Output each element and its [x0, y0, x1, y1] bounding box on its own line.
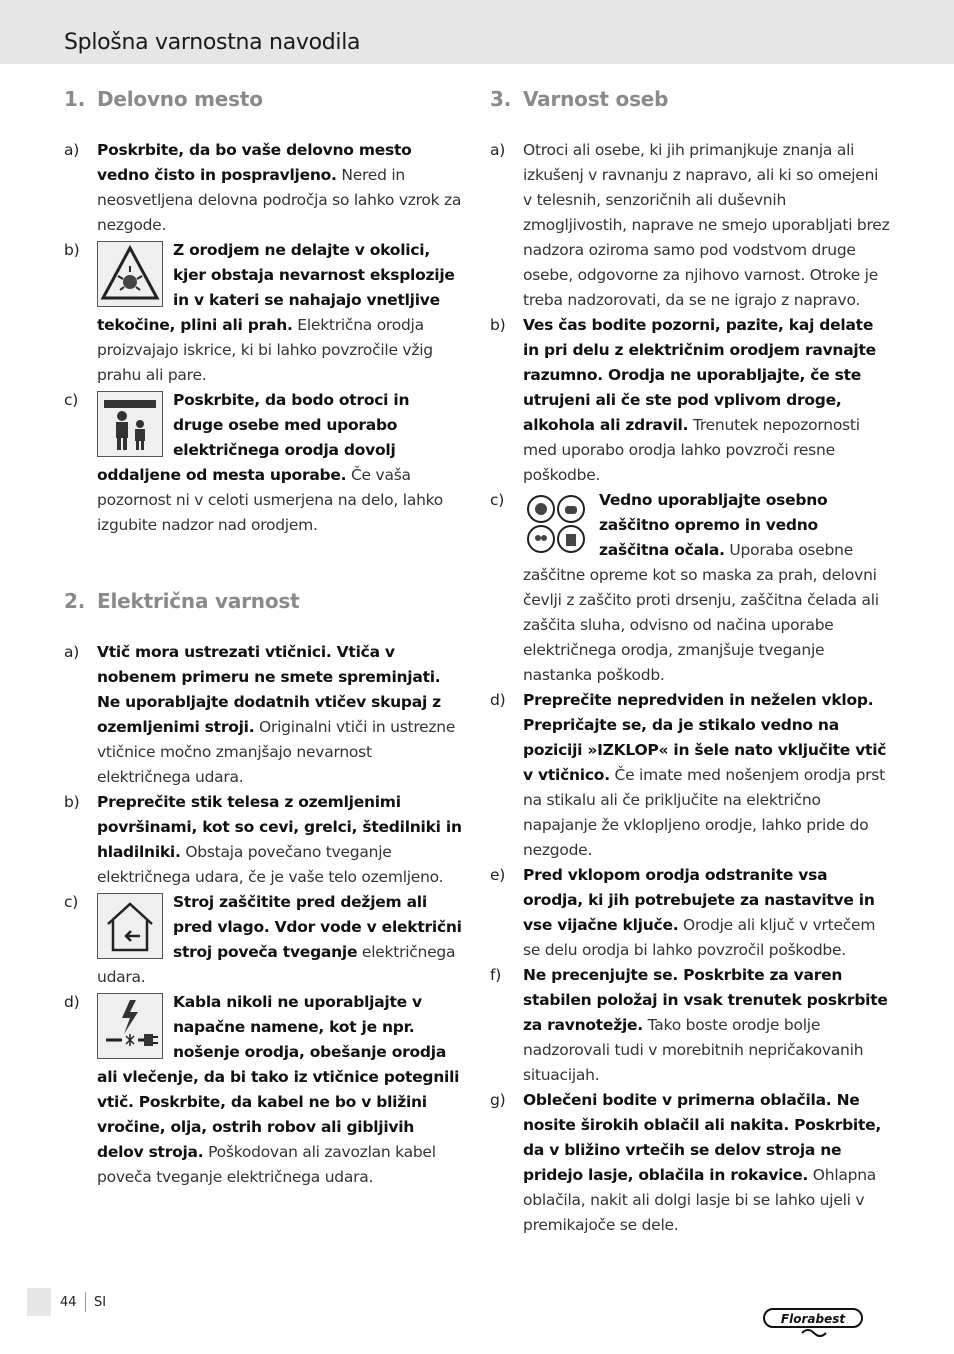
item-label: c) — [490, 491, 505, 509]
list-item — [64, 990, 464, 1190]
florabest-logo — [762, 1305, 866, 1339]
page-title: Splošna varnostna navodila — [64, 30, 361, 55]
item-bold-text: Preprečite stik telesa z ozemljenimi površinami, kot so cevi, grelci, štedilniki in hladilniki. — [97, 793, 462, 861]
item-text: Poškodovan ali zavozlan kabel poveča tveganje električnega udara. — [97, 1143, 436, 1186]
right-column — [490, 84, 890, 1238]
list-item — [64, 388, 464, 538]
explosion-warning-icon — [97, 241, 163, 307]
item-text: Nered in neosvetljena delovna področja so lahko vzrok za nezgode. — [97, 166, 462, 234]
item-text: Orodje ali ključ v vrtečem se delu orodja bi lahko povzročil poškodbe. — [523, 916, 876, 959]
item-bold-text: Poskrbite, da bo vaše delovno mesto vedno čisto in pospravljeno. — [97, 141, 412, 184]
list-item — [490, 688, 890, 863]
item-bold-text: Ne precenjujte se. Poskrbite za varen stabilen položaj in vsak trenutek poskrbite za ravnotežje. — [523, 966, 888, 1034]
language-code: SI — [94, 1295, 107, 1310]
item-label: a) — [490, 141, 506, 159]
item-text: Če imate med nošenjem orodja prst na stikalu ali če priključite na električno napajanje že vklopljeno orodje, lahko pride do nezgode. — [523, 766, 885, 859]
item-label: d) — [64, 993, 80, 1011]
item-bold-text: Pred vklopom orodja odstranite vsa orodja, ki jih potrebujete za nastavitve in vse vijačne ključe. — [523, 866, 875, 934]
item-label: f) — [490, 966, 502, 984]
list-item — [64, 238, 464, 388]
item-bold-text: Preprečite nepredviden in neželen vklop. Prepričajte se, da je stikalo vedno na poziciji »IZKLOP« in šele nato vključite vtič v vtičnico. — [523, 691, 887, 784]
item-text: Obstaja povečano tveganje električnega udara, če je vaše telo ozemljeno. — [97, 843, 444, 886]
item-bold-text: Vtič mora ustrezati vtičnici. Vtiča v nobenem primeru ne smete spreminjati. Ne uporabljajte dodatnih vtičev skupaj z ozemljenimi stroji. — [97, 643, 441, 736]
item-text: Otroci ali osebe, ki jih primanjkuje znanja ali izkušenj v ravnanju z napravo, ali ki so omejeni v telesnih, senzoričnih ali duševnih zmogljivostih, naprave ne smejo uporabljati brez nadzora oziroma samo pod vodstvom druge osebe, odgovorne za njihovo varnost. Otroke je treba nadzorovati, da se ne igrajo z napravo. — [523, 141, 890, 309]
item-label: g) — [490, 1091, 506, 1109]
page-header — [0, 0, 954, 64]
section-title: Električna varnost — [97, 589, 300, 613]
list-item — [490, 138, 890, 313]
item-bold-text: Ves čas bodite pozorni, pazite, kaj delate in pri delu z električnim orodjem ravnajte razumno. Orodja ne uporabljajte, če ste utrujeni ali če ste pod vplivom droge, alkohola ali zdravil. — [523, 316, 876, 434]
item-text: Trenutek nepozornosti med uporabo orodja lahko povzroči resne poškodbe. — [523, 416, 860, 484]
section-number: 1. — [64, 87, 86, 111]
item-label: d) — [490, 691, 506, 709]
item-label: b) — [64, 241, 80, 259]
page-number: 44 — [60, 1295, 77, 1310]
item-text: Originalni vtiči in ustrezne vtičnice močno zmanjšajo nevarnost električnega udara. — [97, 718, 456, 786]
item-label: c) — [64, 391, 79, 409]
item-label: a) — [64, 643, 80, 661]
list-item — [490, 1088, 890, 1238]
item-label: b) — [64, 793, 80, 811]
item-bold-text: Stroj zaščitite pred dežjem ali pred vlago. Vdor vode v električni stroj poveča tveganje — [173, 893, 462, 961]
item-label: b) — [490, 316, 506, 334]
list-item — [64, 138, 464, 238]
section-heading-electrical-safety — [64, 586, 464, 616]
section-title: Delovno mesto — [97, 87, 263, 111]
protective-equipment-icon — [523, 491, 589, 557]
list-item — [64, 890, 464, 990]
item-text: Tako boste orodje bolje nadzorovali tudi v morebitnih nepričakovanih situacijah. — [523, 1016, 864, 1084]
indoor-use-only-icon — [97, 893, 163, 959]
item-label: a) — [64, 141, 80, 159]
damaged-cable-warning-icon — [97, 993, 163, 1059]
footer-tab — [27, 1288, 51, 1316]
svg-text:Florabest: Florabest — [780, 1312, 846, 1326]
item-text: električnega udara. — [97, 943, 456, 986]
list-item — [490, 313, 890, 488]
item-bold-text: Z orodjem ne delajte v okolici, kjer obstaja nevarnost eksplozije in v kateri se nahajajo vnetljive tekočine, plini ali prah. — [97, 241, 455, 334]
item-text: Uporaba osebne zaščitne opreme kot so maska za prah, delovni čevlji z zaščito proti drsenju, zaščitna čelada ali zaščita sluha, odvisno od načina uporabe električnega orodja, zmanjšuje tveganje nastanka poškodb. — [523, 541, 879, 684]
item-text: Ohlapna oblačila, nakit ali dolgi lasje bi se lahko ujeli v premikajoče se dele. — [523, 1166, 877, 1234]
list-item — [490, 863, 890, 963]
item-bold-text: Vedno uporabljajte osebno zaščitno opremo in vedno zaščitna očala. — [599, 491, 828, 559]
section-number: 3. — [490, 87, 512, 111]
item-label: e) — [490, 866, 506, 884]
list-item — [490, 488, 890, 688]
section-heading-work-area — [64, 84, 464, 114]
left-column — [64, 84, 464, 1190]
section-heading-personal-safety — [490, 84, 890, 114]
item-label: c) — [64, 893, 79, 911]
item-bold-text: Oblečeni bodite v primerna oblačila. Ne nosite širokih oblačil ali nakita. Poskrbite, da v bližino vrtečih se delov stroja ne pridejo lasje, oblačila in rokavice. — [523, 1091, 882, 1184]
item-text: Če vaša pozornost ni v celoti usmerjena na delo, lahko izgubite nadzor nad orodjem. — [97, 466, 444, 534]
list-item — [64, 790, 464, 890]
item-text: Električna orodja proizvajajo iskrice, ki bi lahko povzročile vžig prahu ali pare. — [97, 316, 433, 384]
footer-divider — [85, 1292, 86, 1312]
item-bold-text: Poskrbite, da bodo otroci in druge osebe med uporabo električnega orodja dovolj oddaljene od mesta uporabe. — [97, 391, 410, 484]
section-title: Varnost oseb — [523, 87, 669, 111]
section-number: 2. — [64, 589, 86, 613]
list-item — [64, 640, 464, 790]
list-item — [490, 963, 890, 1088]
keep-children-away-icon — [97, 391, 163, 457]
item-bold-text: Kabla nikoli ne uporabljajte v napačne namene, kot je npr. nošenje orodja, obešanje orodja ali vlečenje, da bi tako iz vtičnice potegnili vtič. Poskrbite, da kabel ne bo v bližini vročine, olja, ostrih robov ali gibljivih delov stroja. — [97, 993, 460, 1161]
